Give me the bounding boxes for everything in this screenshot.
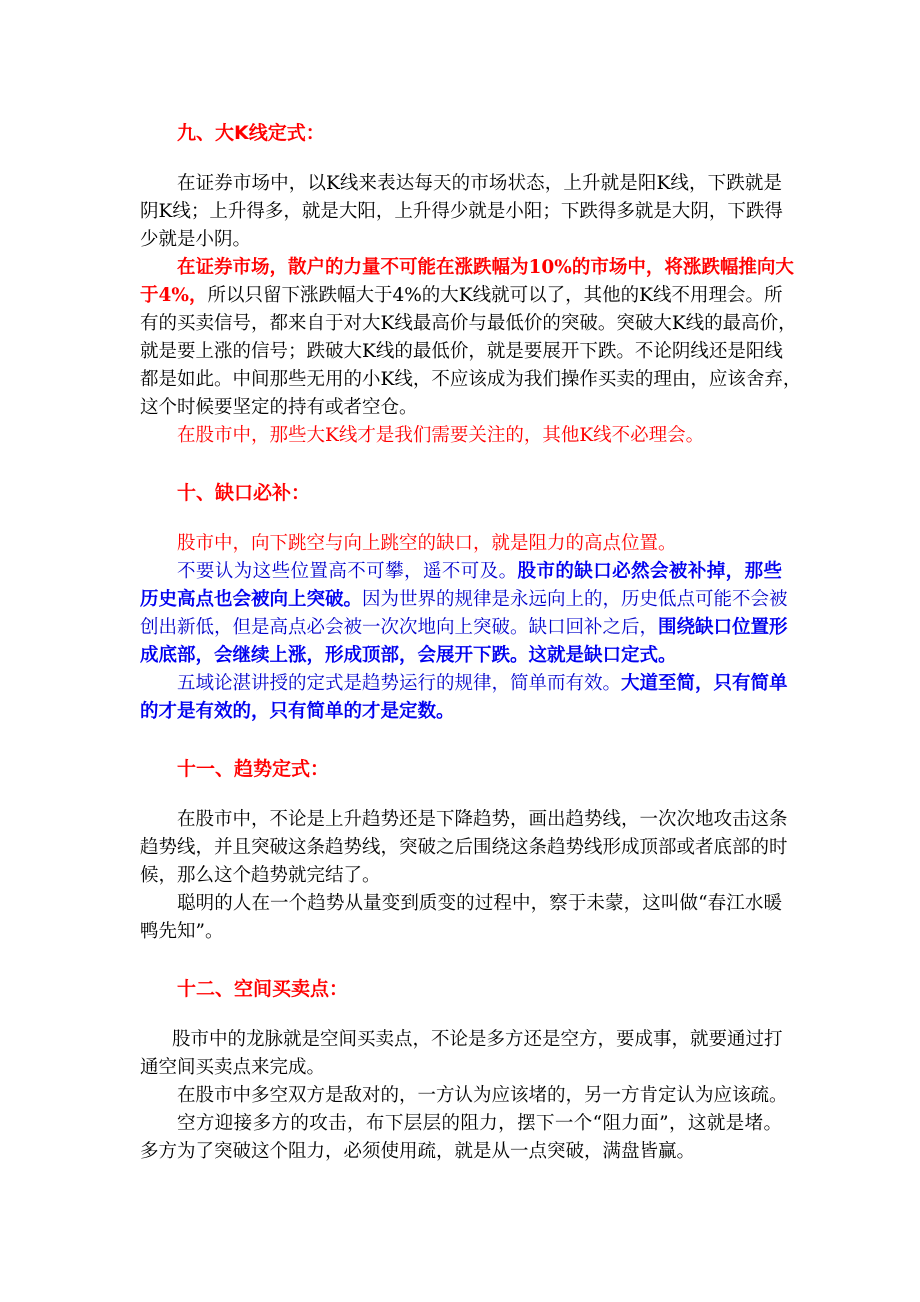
blue-bold-text: 围绕缺口位置形 — [658, 617, 788, 638]
paragraph-line: 鸭先知”。 — [140, 921, 224, 942]
paragraph-line: 股市中的龙脉就是空间买卖点，不论是多方还是空方，要成事，就要通过打 — [172, 1029, 783, 1050]
section-heading-12: 十二、空间买卖点： — [177, 978, 349, 1000]
paragraph-line: 在股市中多空双方是敌对的，一方认为应该堵的，另一方肯定认为应该疏。 — [177, 1085, 788, 1106]
paragraph-line: 多方为了突破这个阻力，必须使用疏，就是从一点突破，满盘皆赢。 — [140, 1141, 696, 1162]
paragraph-line: 空方迎接多方的攻击，布下层层的阻力，摆下一个“阻力面”，这就是堵。 — [177, 1113, 782, 1134]
paragraph-line — [140, 586, 788, 614]
body-text: 所以只留下涨跌幅大于4%的大K线就可以了，其他的K线不用理会。所 — [207, 285, 783, 306]
section-heading-9: 九、大K线定式： — [177, 122, 325, 144]
paragraph-line — [177, 558, 782, 586]
paragraph-line: 聪明的人在一个趋势从量变到质变的过程中，察于未蒙，这叫做“春江水暖 — [177, 893, 782, 914]
paragraph-line-red: 在股市中，那些大K线才是我们需要关注的，其他K线不必理会。 — [177, 425, 705, 446]
paragraph-line: 都是如此。中间那些无用的小K线，不应该成为我们操作买卖的理由，应该舍弃， — [140, 369, 802, 390]
paragraph-line: 在证券市场中，以K线来表达每天的市场状态，上升就是阳K线，下跌就是 — [177, 173, 782, 194]
blue-bold-text: 大道至简，只有简单 — [621, 673, 788, 694]
paragraph-line: 在股市中，不论是上升趋势还是下降趋势，画出趋势线，一次次地攻击这条 — [177, 809, 788, 830]
paragraph-line-blue-bold: 成底部，会继续上涨，形成顶部，会展开下跌。这就是缺口定式。 — [140, 645, 677, 666]
paragraph-line — [140, 614, 788, 642]
blue-bold-text: 历史高点也会被向上突破。 — [140, 589, 363, 610]
paragraph-line: 趋势线，并且突破这条趋势线，突破之后围绕这条趋势线形成顶部或者底部的时 — [140, 837, 788, 858]
blue-text: 创出新低，但是高点必会被一次次地向上突破。缺口回补之后， — [140, 617, 659, 638]
paragraph-line: 这个时候要坚定的持有或者空仓。 — [140, 397, 418, 418]
paragraph-line: 有的买卖信号，都来自于对大K线最高价与最低价的突破。突破大K线的最高价， — [140, 313, 797, 334]
paragraph-line: 通空间买卖点来完成。 — [140, 1057, 326, 1078]
emphasis-text: 于4%， — [140, 285, 208, 306]
paragraph-line-emphasis: 在证券市场，散户的力量不可能在涨跌幅为10%的市场中，将涨跌幅推向大 — [177, 257, 794, 278]
paragraph-line: 候，那么这个趋势就完结了。 — [140, 865, 381, 886]
paragraph-line-blue-bold: 的才是有效的，只有简单的才是定数。 — [140, 701, 455, 722]
paragraph-line: 阴K线；上升得多，就是大阳，上升得少就是小阳；下跌得多就是大阴，下跌得 — [140, 201, 783, 222]
blue-text: 因为世界的规律是永远向上的，历史低点可能不会被 — [362, 589, 788, 610]
section-heading-10: 十、缺口必补： — [177, 482, 311, 504]
section-heading-11: 十一、趋势定式： — [177, 758, 330, 780]
paragraph-line: 就是要上涨的信号；跌破大K线的最低价，就是要展开下跌。不论阴线还是阳线 — [140, 341, 783, 362]
blue-text: 不要认为这些位置高不可攀，遥不可及。 — [177, 561, 518, 582]
blue-text: 五域论湛讲授的定式是趋势运行的规律，简单而有效。 — [177, 673, 622, 694]
paragraph-line — [140, 282, 782, 310]
blue-bold-text: 股市的缺口必然会被补掉，那些 — [517, 561, 782, 582]
paragraph-line-red: 股市中，向下跳空与向上跳空的缺口，就是阻力的高点位置。 — [177, 533, 677, 554]
paragraph-line: 少就是小阴。 — [140, 229, 252, 250]
paragraph-line — [177, 670, 788, 698]
